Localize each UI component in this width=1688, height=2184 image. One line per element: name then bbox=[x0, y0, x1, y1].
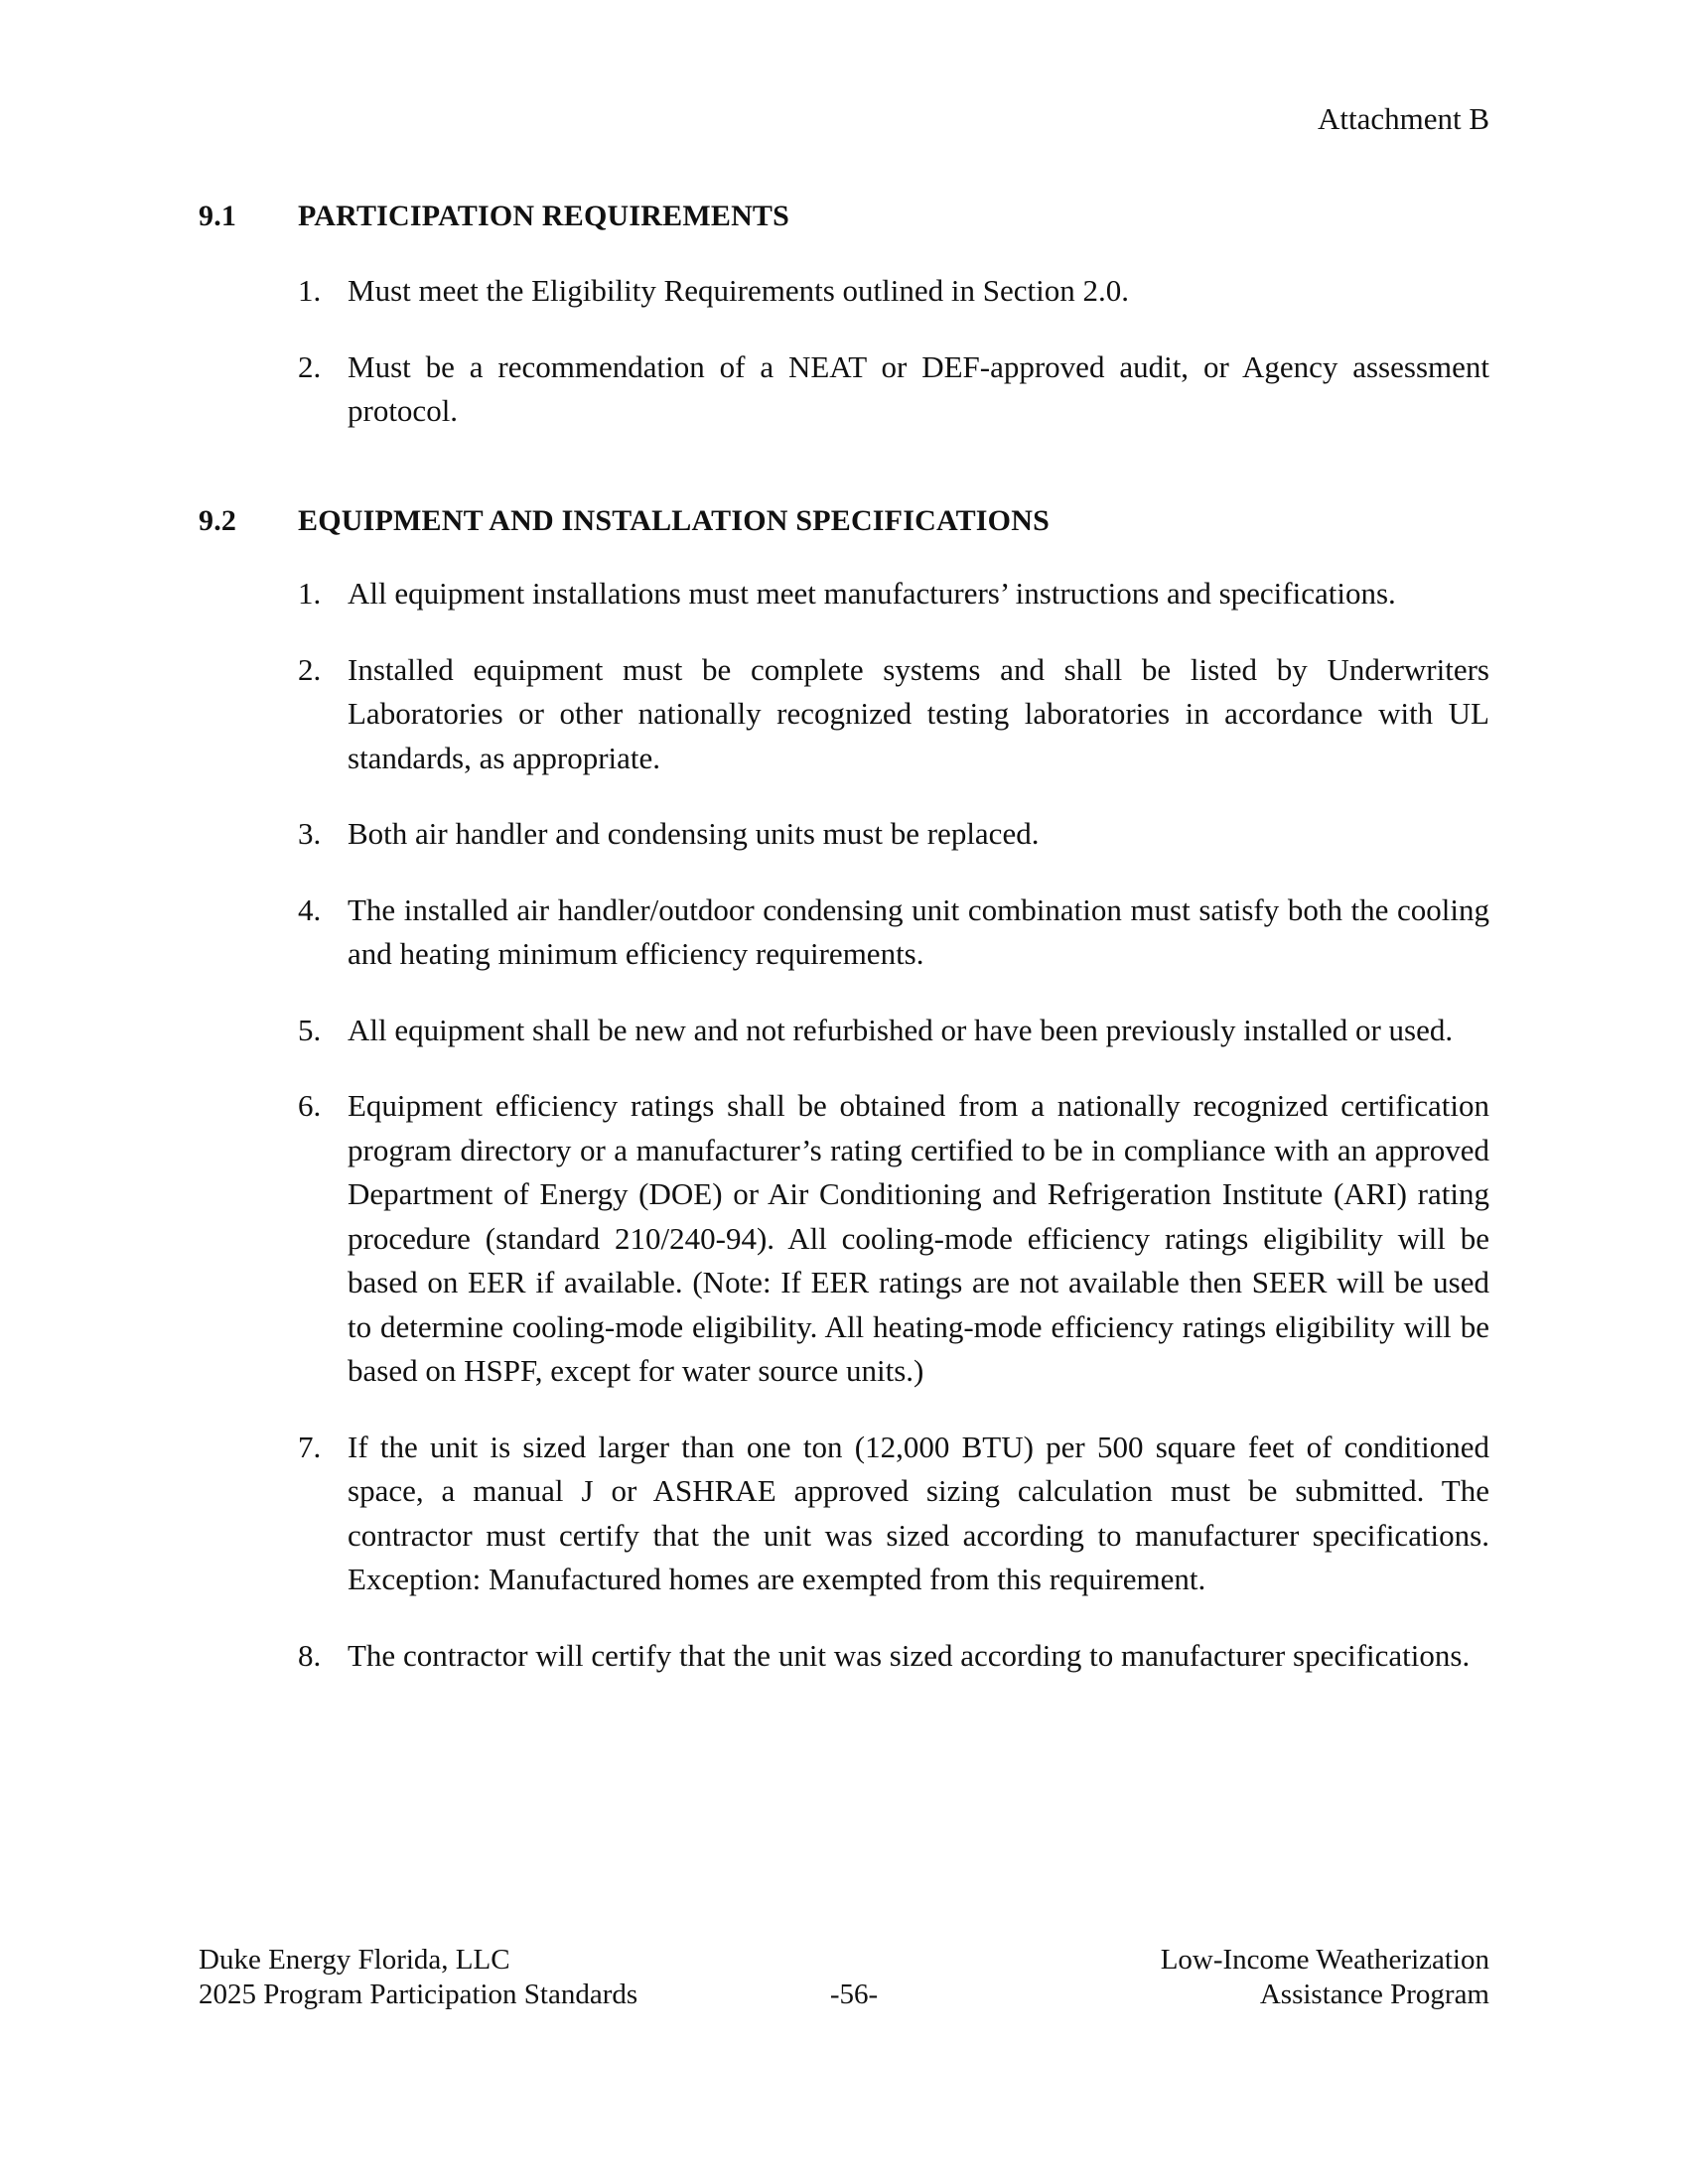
list-item bbox=[199, 1426, 1489, 1602]
list-item bbox=[199, 269, 1489, 314]
list-item bbox=[199, 888, 1489, 977]
list-item-text: Both air handler and condensing units must be replaced. bbox=[348, 816, 1040, 851]
list-item-number: 1. bbox=[298, 273, 322, 308]
footer-document-title: 2025 Program Participation Standards bbox=[199, 1979, 638, 2010]
list-item-text: Must meet the Eligibility Requirements outlined in Section 2.0. bbox=[348, 273, 1129, 308]
footer-company: Duke Energy Florida, LLC bbox=[199, 1944, 510, 1976]
footer-left bbox=[199, 1943, 637, 2012]
list-item bbox=[199, 648, 1489, 781]
list-item-text: All equipment installations must meet manufacturers’ instructions and specifications. bbox=[348, 576, 1396, 611]
list-item-text: Must be a recommendation of a NEAT or DEF-approved audit, or Agency assessment protocol. bbox=[348, 348, 1489, 428]
section-equipment-specifications bbox=[199, 501, 1489, 1678]
section-number: 9.2 bbox=[199, 504, 237, 537]
requirements-list bbox=[199, 269, 1489, 434]
section-heading bbox=[199, 197, 1489, 236]
list-item bbox=[199, 1084, 1489, 1394]
list-item-text: Equipment efficiency ratings shall be obtained from a nationally recognized certification program directory or a manufacturer’s rating certified to be in compliance with an approved Department of Energy (DOE) or Air Conditioning and Refrigeration Institute (ARI) rating procedure (standard 210/240-94). All cooling-mode efficiency ratings eligibility will be based on EER if available. (Note: If EER ratings are not available then SEER will be used to determine cooling-mode eligibility. All heating-mode efficiency ratings eligibility will be based on HSPF, except for water source units.) bbox=[348, 1088, 1489, 1388]
section-participation-requirements bbox=[199, 197, 1489, 434]
section-number: 9.1 bbox=[199, 200, 237, 232]
attachment-label: Attachment B bbox=[1317, 101, 1489, 136]
footer-right bbox=[1161, 1943, 1489, 2012]
footer-program-line2: Assistance Program bbox=[1259, 1979, 1489, 2010]
footer-program-line1: Low-Income Weatherization bbox=[1160, 1944, 1489, 1976]
list-item bbox=[199, 345, 1489, 434]
list-item-text: The contractor will certify that the unit was sized according to manufacturer specifications. bbox=[348, 1637, 1471, 1673]
page-number: -56- bbox=[829, 1979, 879, 2010]
section-title: PARTICIPATION REQUIREMENTS bbox=[298, 200, 790, 232]
list-item-number: 2. bbox=[298, 348, 322, 384]
list-item bbox=[199, 572, 1489, 616]
list-item-number: 5. bbox=[298, 1012, 322, 1047]
section-title: EQUIPMENT AND INSTALLATION SPECIFICATIONS bbox=[298, 504, 1050, 537]
list-item-number: 8. bbox=[298, 1637, 322, 1673]
list-item-text: The installed air handler/outdoor condensing unit combination must satisfy both the cooling and heating minimum efficiency requirements. bbox=[348, 891, 1489, 971]
list-item-text: Installed equipment must be complete systems and shall be listed by Underwriters Laboratories or other nationally recognized testing laboratories in accordance with UL standards, as appropriate. bbox=[348, 651, 1489, 775]
list-item-number: 6. bbox=[298, 1088, 322, 1123]
list-item-number: 1. bbox=[298, 576, 322, 611]
list-item-text: If the unit is sized larger than one ton (12,000 BTU) per 500 square feet of conditioned space, a manual J or ASHRAE approved sizing calculation must be submitted. The contractor must certify that the unit was sized according to manufacturer specifications. Exception: Manufactured homes are exempted from this requirement. bbox=[348, 1429, 1489, 1596]
list-item-number: 2. bbox=[298, 651, 322, 687]
specifications-list bbox=[199, 572, 1489, 1678]
list-item bbox=[199, 1634, 1489, 1679]
section-heading bbox=[199, 501, 1489, 541]
list-item-number: 3. bbox=[298, 816, 322, 851]
list-item bbox=[199, 812, 1489, 857]
list-item-number: 7. bbox=[298, 1429, 322, 1464]
list-item-text: All equipment shall be new and not refurbished or have been previously installed or used. bbox=[348, 1012, 1454, 1047]
list-item-number: 4. bbox=[298, 891, 322, 927]
page-footer bbox=[199, 1943, 1489, 2022]
list-item bbox=[199, 1009, 1489, 1053]
